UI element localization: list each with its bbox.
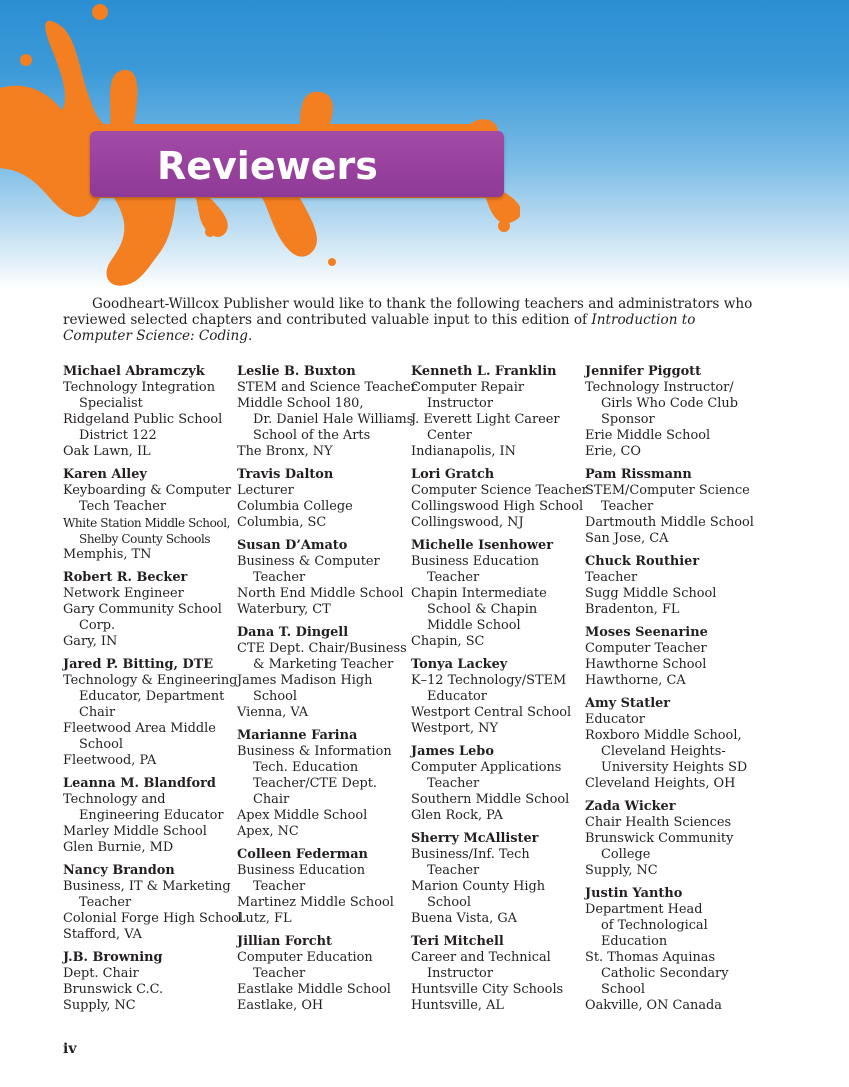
reviewer-detail-line: Technology Instructor/ Girls Who Code Club Sponsor	[585, 380, 738, 427]
reviewer-entry	[237, 934, 407, 1014]
reviewer-detail-line: Huntsville, AL	[411, 998, 504, 1013]
reviewer-entry	[411, 538, 581, 650]
reviewer-detail-line: Educator	[585, 712, 645, 727]
reviewer-entry	[63, 863, 243, 943]
reviewer-name: Colleen Federman	[237, 847, 368, 862]
reviewer-detail-line: Bradenton, FL	[585, 602, 680, 617]
reviewer-entry	[585, 467, 755, 547]
reviewer-detail-line: Dartmouth Middle School	[585, 515, 754, 530]
reviewer-detail-line: Sugg Middle School	[585, 586, 717, 601]
reviewer-entry	[585, 364, 755, 460]
reviewer-entry	[411, 467, 588, 531]
reviewer-detail-line: Computer Applications Teacher	[411, 760, 562, 791]
reviewer-name: Jillian Forcht	[237, 934, 332, 949]
reviewer-detail-line: San Jose, CA	[585, 531, 669, 546]
reviewer-name: Marianne Farina	[237, 728, 358, 743]
reviewer-name: Jared P. Bitting, DTE	[63, 657, 214, 672]
reviewer-entry	[63, 467, 233, 563]
reviewer-entry	[411, 831, 581, 927]
reviewer-detail-line: Vienna, VA	[237, 705, 309, 720]
reviewer-detail-line: Waterbury, CT	[237, 602, 331, 617]
reviewer-name: Kenneth L. Franklin	[411, 364, 557, 379]
reviewer-detail-line: J. Everett Light Career Center	[411, 412, 560, 443]
reviewer-detail-line: Glen Burnie, MD	[63, 840, 174, 855]
reviewer-detail-line: North End Middle School	[237, 586, 404, 601]
reviewer-detail-line: White Station Middle School, Shelby County Schools	[63, 516, 231, 546]
reviewer-detail-line: Gary, IN	[63, 634, 118, 649]
reviewer-entry	[237, 467, 407, 531]
reviewer-name: Michelle Isenhower	[411, 538, 553, 553]
reviewer-name: Chuck Routhier	[585, 554, 700, 569]
reviewer-detail-line: Business & Information Tech. Education Teacher/CTE Dept. Chair	[237, 744, 392, 807]
reviewer-detail-line: Gary Community School Corp.	[63, 602, 222, 633]
reviewer-detail-line: Martinez Middle School	[237, 895, 394, 910]
book-title: Introduction to Computer Science: Coding	[63, 312, 696, 344]
reviewer-detail-line: Oakville, ON Canada	[585, 998, 722, 1013]
reviewer-detail-line: Technology Integration Specialist	[63, 380, 215, 411]
reviewer-entry	[585, 696, 755, 792]
reviewer-detail-line: Southern Middle School	[411, 792, 570, 807]
page-number: iv	[63, 1041, 77, 1057]
reviewer-detail-line: James Madison High School	[237, 673, 373, 704]
reviewer-detail-line: Eastlake, OH	[237, 998, 324, 1013]
reviewer-detail-line: Business Education Teacher	[237, 863, 366, 894]
intro-end: .	[247, 328, 253, 344]
reviewer-entry	[585, 799, 755, 879]
reviewer-detail-line: Erie, CO	[585, 444, 641, 459]
reviewer-detail-line: Computer Education Teacher	[237, 950, 373, 981]
reviewer-entry	[237, 625, 407, 721]
reviewer-detail-line: Computer Repair Instructor	[411, 380, 525, 411]
reviewer-name: Dana T. Dingell	[237, 625, 349, 640]
reviewer-detail-line: Glen Rock, PA	[411, 808, 503, 823]
reviewer-detail-line: Middle School 180, Dr. Daniel Hale Williams School of the Arts	[237, 396, 414, 443]
reviewer-detail-line: Lecturer	[237, 483, 294, 498]
reviewer-detail-line: Ridgeland Public School District 122	[63, 412, 223, 443]
reviewer-detail-line: Technology & Engineering Educator, Department Chair	[63, 673, 238, 720]
reviewer-detail-line: Business Education Teacher	[411, 554, 540, 585]
reviewer-entry	[585, 625, 755, 689]
reviewer-entry	[237, 364, 417, 460]
reviewer-detail-line: Fleetwood Area Middle School	[63, 721, 216, 752]
reviewer-entry	[585, 886, 755, 1014]
reviewer-detail-line: Teacher	[585, 570, 638, 585]
reviewer-entry	[63, 776, 233, 856]
reviewer-detail-line: K–12 Technology/STEM Educator	[411, 673, 567, 704]
reviewer-detail-line: CTE Dept. Chair/Business & Marketing Teacher	[237, 641, 407, 672]
reviewer-entry	[63, 950, 233, 1014]
reviewer-detail-line: Network Engineer	[63, 586, 184, 601]
reviewer-name: Robert R. Becker	[63, 570, 188, 585]
reviewer-detail-line: Computer Science Teacher	[411, 483, 588, 498]
reviewer-entry	[411, 744, 581, 824]
reviewer-detail-line: Brunswick C.C.	[63, 982, 164, 997]
reviewer-detail-line: Eastlake Middle School	[237, 982, 391, 997]
reviewer-detail-line: STEM/Computer Science Teacher	[585, 483, 750, 514]
reviewer-detail-line: Collingswood High School	[411, 499, 584, 514]
reviewer-name: Moses Seenarine	[585, 625, 708, 640]
reviewer-detail-line: St. Thomas Aquinas Catholic Secondary School	[585, 950, 729, 997]
reviewer-name: Sherry McAllister	[411, 831, 539, 846]
reviewer-detail-line: Columbia College	[237, 499, 353, 514]
reviewer-detail-line: Supply, NC	[585, 863, 658, 878]
reviewer-name: Lori Gratch	[411, 467, 495, 482]
reviewer-detail-line: Erie Middle School	[585, 428, 711, 443]
reviewer-name: Teri Mitchell	[411, 934, 504, 949]
reviewer-name: Tonya Lackey	[411, 657, 508, 672]
reviewer-entry	[63, 570, 233, 650]
reviewer-column-2	[237, 364, 417, 1021]
reviewer-detail-line: Westport Central School	[411, 705, 572, 720]
reviewer-name: Jennifer Piggott	[585, 364, 702, 379]
reviewer-detail-line: STEM and Science Teacher	[237, 380, 417, 395]
reviewer-column-3	[411, 364, 588, 1021]
reviewer-detail-line: Colonial Forge High School	[63, 911, 243, 926]
reviewer-detail-line: Lutz, FL	[237, 911, 292, 926]
reviewer-detail-line: Career and Technical Instructor	[411, 950, 551, 981]
reviewer-detail-line: Supply, NC	[63, 998, 136, 1013]
reviewer-entry	[411, 934, 581, 1014]
reviewer-detail-line: Keyboarding & Computer Tech Teacher	[63, 483, 232, 514]
reviewer-detail-line: Apex Middle School	[237, 808, 368, 823]
reviewer-column-1	[63, 364, 243, 1021]
reviewer-column-4	[585, 364, 755, 1021]
reviewer-entry	[237, 847, 407, 927]
reviewer-name: James Lebo	[411, 744, 494, 759]
reviewer-entry	[63, 364, 233, 460]
reviewer-entry	[411, 657, 581, 737]
reviewer-name: Karen Alley	[63, 467, 147, 482]
reviewer-detail-line: Collingswood, NJ	[411, 515, 524, 530]
page-title: Reviewers	[157, 144, 378, 188]
reviewer-detail-line: Roxboro Middle School, Cleveland Heights- University Heights SD	[585, 728, 748, 775]
reviewer-name: Zada Wicker	[585, 799, 676, 814]
reviewer-detail-line: Chair Health Sciences	[585, 815, 732, 830]
reviewer-name: Justin Yantho	[585, 886, 683, 901]
reviewer-name: Michael Abramczyk	[63, 364, 205, 379]
reviewer-detail-line: Marley Middle School	[63, 824, 207, 839]
intro-paragraph	[63, 296, 753, 344]
reviewer-name: Pam Rissmann	[585, 467, 692, 482]
reviewer-detail-line: The Bronx, NY	[237, 444, 333, 459]
reviewer-detail-line: Dept. Chair	[63, 966, 139, 981]
reviewer-detail-line: Huntsville City Schools	[411, 982, 564, 997]
reviewer-name: Leslie B. Buxton	[237, 364, 356, 379]
intro-text: Goodheart-Willcox Publisher would like to thank the following teachers and administrators who reviewed selected chapters and contributed valuable input to this edition of	[63, 296, 753, 328]
reviewer-detail-line: Hawthorne, CA	[585, 673, 686, 688]
reviewer-detail-line: Marion County High School	[411, 879, 546, 910]
reviewer-detail-line: Stafford, VA	[63, 927, 142, 942]
reviewer-detail-line: Department Head of Technological Education	[585, 902, 708, 949]
reviewer-name: Travis Dalton	[237, 467, 334, 482]
reviewer-detail-line: Business, IT & Marketing Teacher	[63, 879, 231, 910]
reviewer-name: Amy Statler	[585, 696, 671, 711]
reviewer-detail-line: Fleetwood, PA	[63, 753, 157, 768]
reviewer-detail-line: Oak Lawn, IL	[63, 444, 151, 459]
reviewer-detail-line: Chapin, SC	[411, 634, 485, 649]
reviewer-detail-line: Hawthorne School	[585, 657, 707, 672]
reviewer-detail-line: Computer Teacher	[585, 641, 707, 656]
reviewer-detail-line: Buena Vista, GA	[411, 911, 517, 926]
reviewer-entry	[411, 364, 581, 460]
reviewer-detail-line: Cleveland Heights, OH	[585, 776, 736, 791]
reviewer-detail-line: Business/Inf. Tech Teacher	[411, 847, 530, 878]
reviewer-detail-line: Business & Computer Teacher	[237, 554, 380, 585]
reviewer-name: J.B. Browning	[63, 950, 163, 965]
reviewer-detail-line: Apex, NC	[237, 824, 299, 839]
reviewer-name: Nancy Brandon	[63, 863, 175, 878]
reviewer-entry	[237, 538, 407, 618]
reviewer-detail-line: Memphis, TN	[63, 547, 152, 562]
reviewer-name: Leanna M. Blandford	[63, 776, 216, 791]
reviewer-name: Susan D’Amato	[237, 538, 348, 553]
reviewer-entry	[237, 728, 407, 840]
reviewer-detail-line: Columbia, SC	[237, 515, 327, 530]
reviewer-entry	[585, 554, 755, 618]
reviewer-detail-line: Brunswick Community College	[585, 831, 734, 862]
reviewer-entry	[63, 657, 238, 769]
reviewer-detail-line: Chapin Intermediate School & Chapin Middle School	[411, 586, 547, 633]
reviewer-detail-line: Indianapolis, IN	[411, 444, 516, 459]
reviewer-detail-line: Westport, NY	[411, 721, 498, 736]
reviewer-detail-line: Technology and Engineering Educator	[63, 792, 224, 823]
